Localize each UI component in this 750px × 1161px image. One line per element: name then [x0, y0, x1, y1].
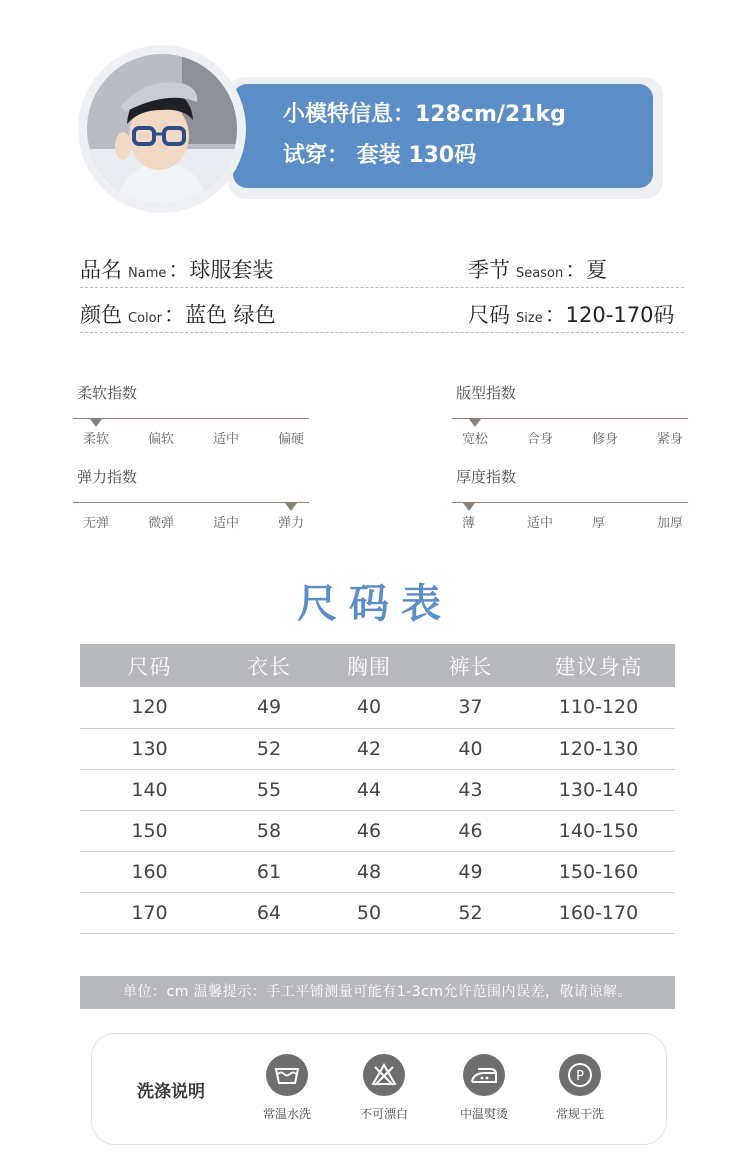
elasticity-index-title: 弹力指数: [77, 468, 138, 486]
table-cell: 150: [80, 810, 219, 851]
table-cell: 52: [219, 728, 319, 769]
color-en: Color: [128, 311, 162, 326]
avatar-ring: [78, 45, 246, 213]
thickness-index: [456, 466, 691, 546]
color-label: 颜色: [80, 303, 122, 327]
size-label: 尺码: [468, 303, 510, 327]
color-value: ：蓝色 绿色: [163, 303, 276, 327]
table-cell: 49: [219, 687, 319, 728]
fit-scale-line: [452, 418, 688, 419]
table-cell: 48: [319, 851, 419, 892]
season-value: ：夏: [565, 258, 608, 282]
column-header-top-length: 衣长: [219, 644, 319, 687]
hand-wash-label: 常温水洗: [262, 1107, 311, 1121]
column-header-pants-length: 裤长: [419, 644, 522, 687]
table-cell: 140: [80, 769, 219, 810]
softness-index: [77, 382, 312, 462]
hand-wash-icon: [266, 1054, 308, 1096]
table-cell: 42: [319, 728, 419, 769]
table-cell: 120: [80, 687, 219, 728]
size-value: ：120-170码: [544, 303, 675, 327]
size-chart-title: 尺码表: [297, 581, 453, 627]
softness-level-label: 偏硬: [278, 432, 305, 447]
model-size-info: 小模特信息：128cm/21kg: [283, 102, 566, 127]
product-name-value: ：球服套装: [168, 258, 274, 282]
product-info-row-1: [80, 248, 684, 288]
table-cell: 37: [419, 687, 522, 728]
product-name-en: Name: [128, 266, 167, 281]
model-photo-illustration: [87, 54, 237, 204]
season-label: 季节: [468, 258, 510, 282]
product-size-range: [468, 299, 674, 329]
table-cell: 46: [319, 810, 419, 851]
fit-index-title: 版型指数: [456, 384, 517, 402]
table-cell: 58: [219, 810, 319, 851]
wash-item-hand-wash: [247, 1054, 327, 1122]
table-row: [80, 892, 675, 933]
thickness-scale-line: [452, 502, 688, 503]
table-row: [80, 810, 675, 851]
table-cell: 110-120: [522, 687, 675, 728]
table-row: [80, 851, 675, 892]
table-cell: 150-160: [522, 851, 675, 892]
table-cell: 64: [219, 892, 319, 933]
table-cell: 40: [419, 728, 522, 769]
table-cell: 49: [419, 851, 522, 892]
table-cell: 52: [419, 892, 522, 933]
table-cell: 140-150: [522, 810, 675, 851]
elasticity-scale-line: [73, 502, 309, 503]
softness-marker-icon: [90, 419, 102, 427]
table-cell: 55: [219, 769, 319, 810]
wash-item-no-bleach: [344, 1054, 424, 1122]
table-cell: 160: [80, 851, 219, 892]
thickness-level-label: 厚: [592, 516, 606, 531]
no-bleach-label: 不可漂白: [359, 1107, 408, 1121]
table-row: [80, 687, 675, 728]
fit-level-label: 修身: [592, 432, 619, 447]
product-name-label: 品名: [80, 258, 122, 282]
size-table-header-row: [80, 644, 675, 687]
product-info-row-2: [80, 293, 684, 333]
elasticity-index: [77, 466, 312, 546]
size-table: [80, 644, 675, 934]
thickness-level-label: 薄: [462, 516, 476, 531]
washing-instructions: [91, 1033, 667, 1145]
iron-medium-icon: [463, 1054, 505, 1096]
season-en: Season: [516, 266, 564, 281]
softness-index-title: 柔软指数: [77, 384, 138, 402]
table-cell: 50: [319, 892, 419, 933]
thickness-level-label: 加厚: [657, 516, 684, 531]
column-header-size: 尺码: [80, 644, 219, 687]
table-row: [80, 728, 675, 769]
model-avatar: [87, 54, 237, 204]
table-cell: 43: [419, 769, 522, 810]
table-cell: 40: [319, 687, 419, 728]
product-name: [80, 254, 273, 284]
dry-clean-icon: [559, 1054, 601, 1096]
washing-title: 洗涤说明: [137, 1082, 205, 1102]
size-en: Size: [516, 311, 543, 326]
measurement-note: 单位：cm 温馨提示：手工平铺测量可能有1-3cm允许范围内误差，敬请谅解。: [80, 976, 675, 1009]
elasticity-level-label: 微弹: [148, 516, 175, 531]
svg-text:P: P: [576, 1069, 584, 1084]
table-cell: 46: [419, 810, 522, 851]
fit-level-label: 合身: [527, 432, 554, 447]
softness-scale-line: [73, 418, 309, 419]
model-try-on-info: 试穿： 套装 130码: [283, 143, 477, 168]
softness-level-label: 适中: [213, 432, 240, 447]
table-cell: 130-140: [522, 769, 675, 810]
product-season: [468, 254, 607, 284]
table-cell: 44: [319, 769, 419, 810]
wash-item-iron: [444, 1054, 524, 1122]
fit-level-label: 紧身: [657, 432, 684, 447]
thickness-level-label: 适中: [527, 516, 554, 531]
table-cell: 170: [80, 892, 219, 933]
product-color: [80, 299, 276, 329]
elasticity-level-label: 无弹: [83, 516, 110, 531]
elasticity-level-label: 适中: [213, 516, 240, 531]
model-info-card: [78, 45, 663, 215]
fit-index: [456, 382, 691, 462]
table-cell: 130: [80, 728, 219, 769]
table-cell: 120-130: [522, 728, 675, 769]
fit-marker-icon: [469, 419, 481, 427]
softness-level-label: 柔软: [83, 432, 110, 447]
table-cell: 160-170: [522, 892, 675, 933]
fit-level-label: 宽松: [462, 432, 489, 447]
table-row: [80, 769, 675, 810]
dry-clean-label: 常规干洗: [555, 1107, 604, 1121]
no-bleach-icon: [363, 1054, 405, 1096]
thickness-marker-icon: [463, 503, 475, 511]
iron-label: 中温熨烫: [459, 1107, 508, 1121]
wash-item-dry-clean: [540, 1054, 620, 1122]
elasticity-level-label: 弹力: [278, 516, 305, 531]
column-header-height: 建议身高: [522, 644, 675, 687]
column-header-chest: 胸围: [319, 644, 419, 687]
elasticity-marker-icon: [285, 503, 297, 511]
table-cell: 61: [219, 851, 319, 892]
thickness-index-title: 厚度指数: [456, 468, 517, 486]
softness-level-label: 偏软: [148, 432, 175, 447]
